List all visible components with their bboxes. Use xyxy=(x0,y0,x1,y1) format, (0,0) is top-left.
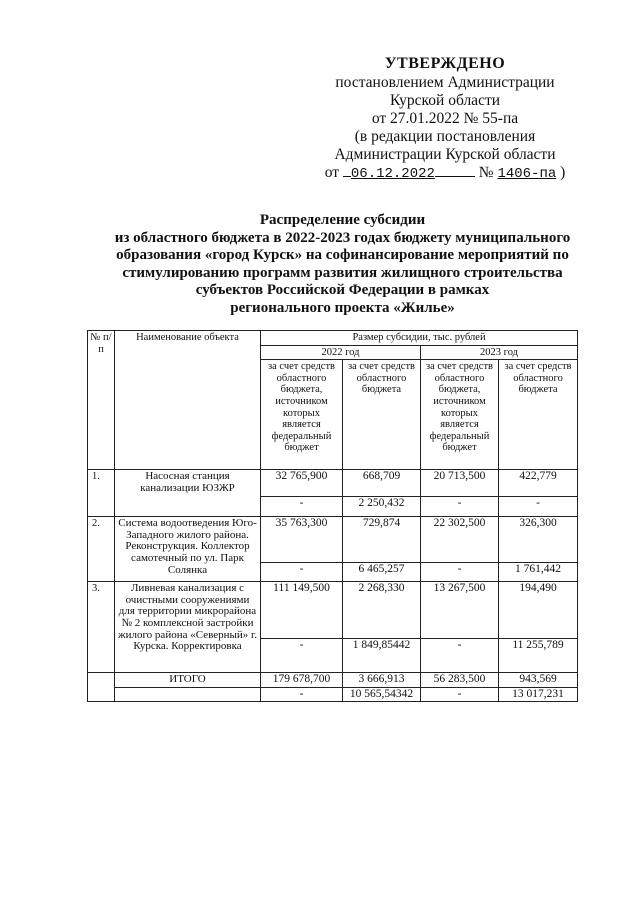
cell-value: 32 765,900 xyxy=(261,470,343,497)
cell-value: 943,569 xyxy=(499,673,578,688)
cell-value: 422,779 xyxy=(499,470,578,497)
cell-value: 179 678,700 xyxy=(261,673,343,688)
cell-value: 2 250,432 xyxy=(343,497,421,517)
number-value: 1406-па xyxy=(497,166,557,182)
number-prefix: № xyxy=(478,164,494,181)
cell-value: 3 666,913 xyxy=(343,673,421,688)
header-size: Размер субсидии, тыс. рублей xyxy=(261,331,578,346)
table-row xyxy=(88,470,578,497)
row-name: Ливневая канализация с очистными сооружениями для территории микрорайона № 2 комплексной застройки жилого района «Северный» г. Курска. Корректировка xyxy=(115,582,261,673)
cell-value: 13 267,500 xyxy=(421,582,499,639)
title-line: регионального проекта «Жилье» xyxy=(230,299,455,316)
cell-value: - xyxy=(421,639,499,673)
header-name: Наименование объекта xyxy=(115,331,261,470)
row-name: Система водоотведения Юго-Западного жилого района. Реконструкция. Коллектор самотечный по ул. Парк Солянка xyxy=(115,517,261,582)
title-line: из областного бюджета в 2022-2023 годах бюджету муниципального xyxy=(114,229,571,246)
approval-line: от 27.01.2022 № 55-па xyxy=(371,110,519,127)
row-num: 2. xyxy=(88,517,115,582)
total-label: ИТОГО xyxy=(115,673,261,688)
cell-value: 13 017,231 xyxy=(499,687,578,702)
header-year-2023: 2023 год xyxy=(421,345,578,360)
cell-value: 10 565,54342 xyxy=(343,687,421,702)
title-line: субъектов Российской Федерации в рамках xyxy=(195,282,490,298)
cell-value: 194,490 xyxy=(499,582,578,639)
cell-value: - xyxy=(261,497,343,517)
subsidy-table xyxy=(87,330,578,702)
header-col-regional-2022: за счет средств областного бюджета xyxy=(343,360,421,470)
header-col-federal-2022: за счет средств областного бюджета, источником которых является федеральный бюджет xyxy=(261,360,343,470)
header-col-federal-2023: за счет средств областного бюджета, источником которых является федеральный бюджет xyxy=(421,360,499,470)
approval-stamp xyxy=(300,55,590,183)
cell-value: 668,709 xyxy=(343,470,421,497)
approval-line: постановлением Администрации xyxy=(335,74,555,91)
cell-value: 111 149,500 xyxy=(261,582,343,639)
cell-value: 35 763,300 xyxy=(261,517,343,563)
cell-value: 729,874 xyxy=(343,517,421,563)
cell-value: - xyxy=(421,687,499,702)
approval-line: Администрации Курской области xyxy=(334,146,556,163)
approval-date-line xyxy=(300,164,590,183)
cell-value: 2 268,330 xyxy=(343,582,421,639)
approval-line: Курской области xyxy=(389,92,501,109)
cell-value: 1 849,85442 xyxy=(343,639,421,673)
total-row xyxy=(88,687,578,702)
approval-line: (в редакции постановления xyxy=(354,128,536,145)
cell-value: - xyxy=(421,497,499,517)
total-label-blank xyxy=(115,687,261,702)
cell-value: 22 302,500 xyxy=(421,517,499,563)
cell-value: - xyxy=(499,497,578,517)
header-year-2022: 2022 год xyxy=(261,345,421,360)
row-num: 1. xyxy=(88,470,115,517)
cell-value: - xyxy=(261,563,343,582)
date-prefix: от xyxy=(324,164,340,181)
cell-value: - xyxy=(261,639,343,673)
title-line: стимулированию программ развития жилищного строительства xyxy=(122,264,563,281)
row-num: 3. xyxy=(88,582,115,673)
total-row xyxy=(88,673,578,688)
cell-value: 11 255,789 xyxy=(499,639,578,673)
row-name: Насосная станция канализации ЮЗЖР xyxy=(115,470,261,517)
table-row xyxy=(88,517,578,563)
table-row xyxy=(88,582,578,639)
approval-heading: УТВЕРЖДЕНО xyxy=(384,55,506,72)
total-num xyxy=(88,673,115,702)
cell-value: 56 283,500 xyxy=(421,673,499,688)
cell-value: 6 465,257 xyxy=(343,563,421,582)
cell-value: 1 761,442 xyxy=(499,563,578,582)
header-col-regional-2023: за счет средств областного бюджета xyxy=(499,360,578,470)
cell-value: 326,300 xyxy=(499,517,578,563)
title-line: образования «город Курск» на софинансирование мероприятий по xyxy=(116,247,569,263)
date-value: 06.12.2022 xyxy=(350,166,435,182)
date-suffix: ) xyxy=(560,164,566,181)
document-title xyxy=(95,212,590,317)
cell-value: - xyxy=(421,563,499,582)
cell-value: - xyxy=(261,687,343,702)
cell-value: 20 713,500 xyxy=(421,470,499,497)
header-num: № п/п xyxy=(88,331,115,470)
title-line: Распределение субсидии xyxy=(259,212,426,228)
